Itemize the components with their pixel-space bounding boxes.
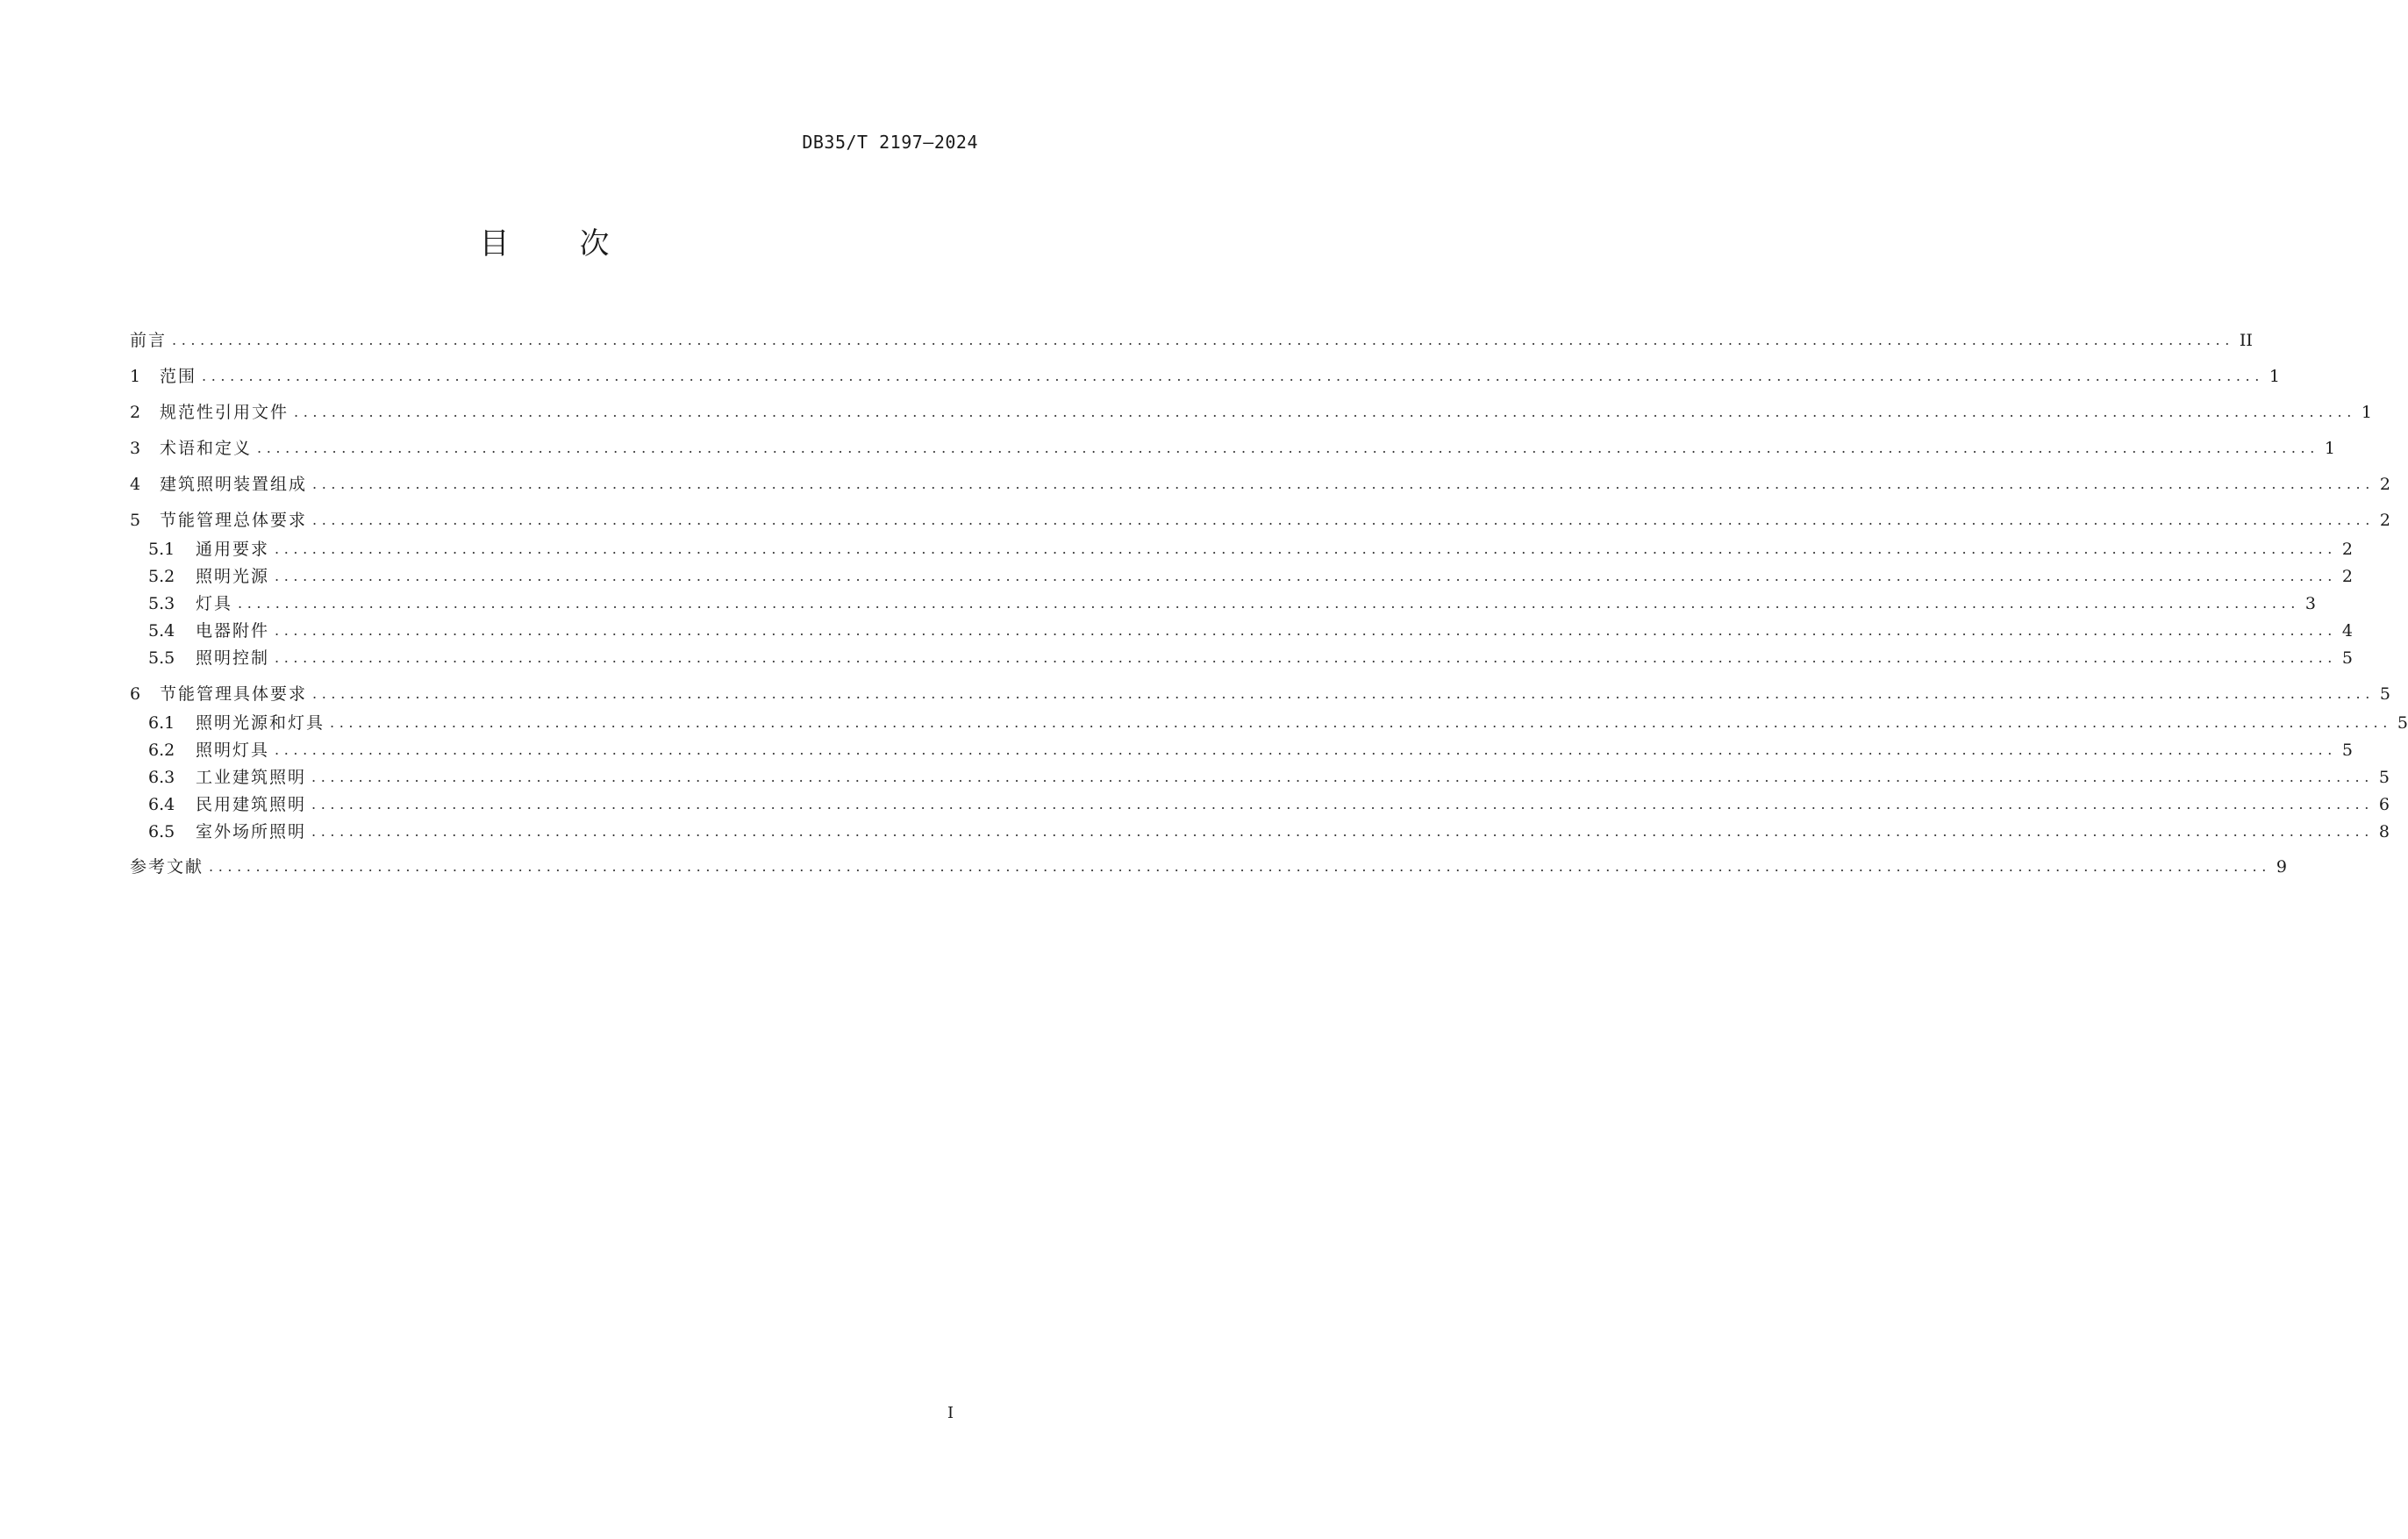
toc-entry-number: 4 [130,475,141,494]
toc-dot-leader: ............................................................................................................................................................................................................................ [294,404,2356,420]
toc-dot-leader: ............................................................................................................................................................................................................................ [257,440,2319,456]
toc-entry-number: 5.1 [148,540,175,559]
toc-entry-page: 2 [2379,511,2391,530]
toc-entry-page: 2 [2341,540,2354,559]
toc-dot-leader: ............................................................................................................................................................................................................................ [311,823,2374,840]
toc-entry-label: 节能管理总体要求 [160,511,308,530]
toc-dot-leader: ............................................................................................................................................................................................................................ [275,741,2337,758]
toc-entry[interactable] [148,645,2354,671]
toc-entry-page: II [2239,331,2253,350]
toc-entry-number: 6.2 [148,741,175,760]
toc-entry[interactable] [148,764,2390,791]
toc-entry-label: 规范性引用文件 [160,403,289,422]
toc-entry[interactable] [130,435,2336,462]
toc-dot-leader: ............................................................................................................................................................................................................................ [312,476,2375,492]
toc-entry[interactable] [148,591,2317,617]
document-code: DB35/T 2197—2024 [802,132,978,153]
toc-entry[interactable] [130,399,2373,426]
toc-entry-label: 通用要求 [196,540,270,559]
toc-entry-number: 3 [130,439,141,458]
toc-entry-label: 室外场所照明 [196,822,307,841]
toc-dot-leader: ............................................................................................................................................................................................................................ [275,622,2337,639]
toc-dot-leader: ............................................................................................................................................................................................................................ [275,649,2337,666]
toc-entry-page: 5 [2379,684,2391,704]
toc-entry-label: 照明控制 [196,648,270,668]
toc-entry-number: 6.1 [148,713,175,733]
toc-entry-number: 6.3 [148,768,175,787]
toc-entry-label: 民用建筑照明 [196,795,307,814]
toc-dot-leader: ............................................................................................................................................................................................................................ [238,595,2300,612]
toc-entry-number: 5.4 [148,621,175,641]
toc-entry[interactable] [130,854,2288,880]
toc-entry[interactable] [148,710,2408,736]
toc-entry-label: 工业建筑照明 [196,768,307,787]
toc-dot-leader: ............................................................................................................................................................................................................................ [311,769,2374,785]
toc-dot-leader: ............................................................................................................................................................................................................................ [312,685,2375,702]
toc-entry-label: 术语和定义 [160,439,253,458]
toc-entry-number: 5.2 [148,567,175,586]
toc-entry-number: 6 [130,684,141,704]
toc-dot-leader: ............................................................................................................................................................................................................................ [172,332,2234,348]
toc-entry-page: 5 [2397,713,2408,733]
toc-entry-page: 4 [2341,621,2354,641]
toc-dot-leader: ............................................................................................................................................................................................................................ [330,714,2392,731]
toc-entry[interactable] [130,363,2281,390]
toc-entry-number: 1 [130,367,141,386]
toc-entry[interactable] [148,819,2390,845]
toc-dot-leader: ............................................................................................................................................................................................................................ [202,368,2264,384]
toc-entry-number: 5 [130,511,141,530]
toc-entry-page: 2 [2341,567,2354,586]
toc-entry-label: 范围 [160,367,197,386]
toc-entry-label: 电器附件 [196,621,270,641]
toc-dot-leader: ............................................................................................................................................................................................................................ [312,512,2375,528]
toc-entry[interactable] [130,471,2391,497]
toc-entry-label: 照明灯具 [196,741,270,760]
toc-entry-page: 6 [2378,795,2390,814]
toc-entry-number: 6.5 [148,822,175,841]
toc-entry-page: 1 [2324,439,2336,458]
toc-entry-label: 照明光源和灯具 [196,713,325,733]
toc-entry[interactable] [148,536,2354,562]
toc-entry-number: 5.5 [148,648,175,668]
toc-entry-page: 5 [2378,768,2390,787]
toc-entry[interactable] [148,618,2354,644]
toc-entry[interactable] [148,563,2354,590]
toc-entry-page: 1 [2269,367,2281,386]
toc-entry-page: 1 [2361,403,2373,422]
toc-entry[interactable] [130,681,2391,707]
toc-dot-leader: ............................................................................................................................................................................................................................ [209,858,2271,875]
toc-entry-page: 8 [2378,822,2390,841]
toc-entry-label: 参考文献 [130,857,204,877]
toc-entry-number: 6.4 [148,795,175,814]
toc-entry[interactable] [148,737,2354,763]
toc-entry-number: 2 [130,403,141,422]
toc-dot-leader: ............................................................................................................................................................................................................................ [275,540,2337,557]
toc-entry-page: 2 [2379,475,2391,494]
toc-dot-leader: ............................................................................................................................................................................................................................ [275,568,2337,584]
toc-entry-label: 建筑照明装置组成 [160,475,308,494]
page-title-char-2: 次 [579,226,610,261]
toc-entry-page: 5 [2341,741,2354,760]
page-title [0,226,1089,261]
toc-entry-page: 9 [2276,857,2288,877]
page-title-char-1: 目 [479,226,510,261]
toc-entry-label: 前言 [130,331,168,350]
page-number: I [947,1404,954,1422]
toc-entry-label: 节能管理具体要求 [160,684,308,704]
toc-dot-leader: ............................................................................................................................................................................................................................ [311,796,2374,812]
toc-entry-page: 5 [2341,648,2354,668]
toc-entry[interactable] [130,327,2253,354]
toc-entry-label: 灯具 [196,594,233,613]
toc-entry-number: 5.3 [148,594,175,613]
toc-entry[interactable] [148,791,2390,818]
toc-entry-page: 3 [2304,594,2317,613]
toc-entry-label: 照明光源 [196,567,270,586]
toc-entry[interactable] [130,507,2391,533]
